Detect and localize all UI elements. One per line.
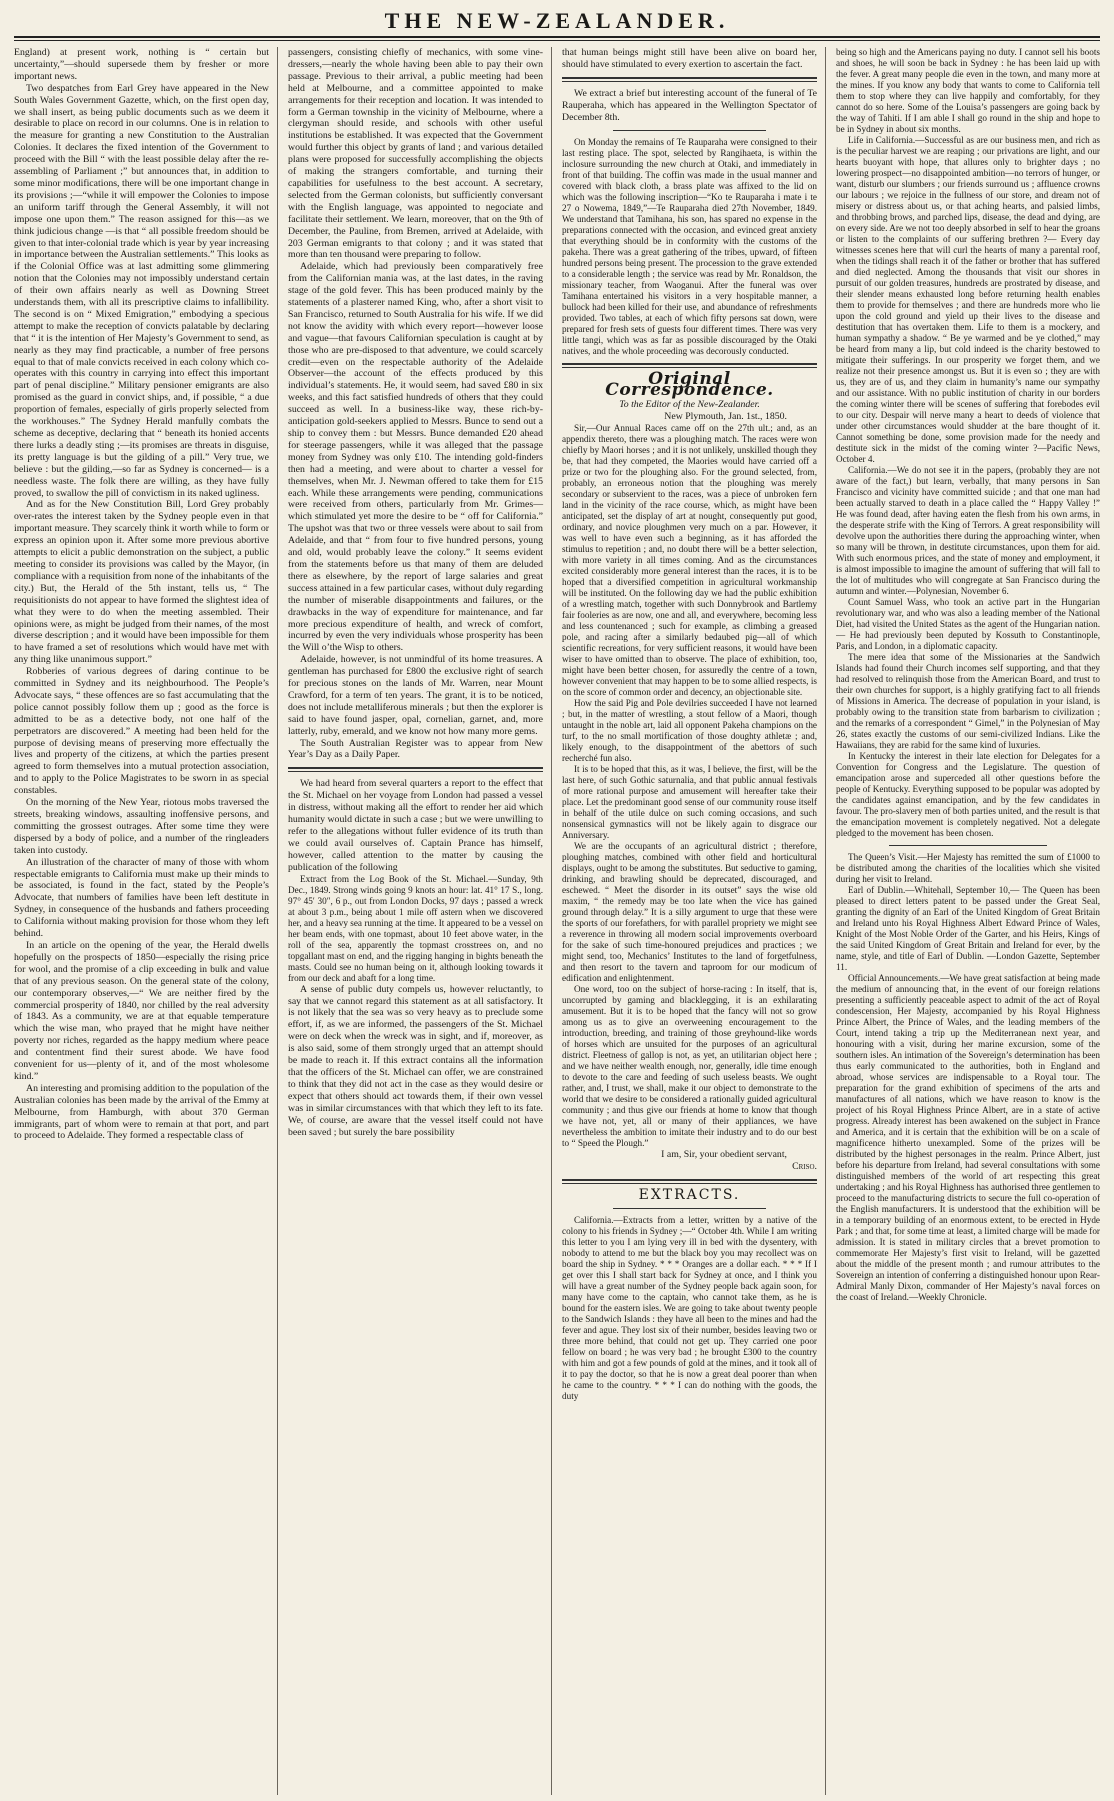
log-extract: Extract from the Log Book of the St. Michael.—Sunday, 9th Dec., 1849. Strong winds going 9 knots an hour: lat. 41° 17 S., long. 97° 45′ 30″, 6 p., out from London Docks, 97 days ; passed a wreck at about 3 p.m., being about 1 mile off astern when we discovered her, and a heavy sea running at the time. It appeared to be a vessel on her beam ends, with one topmast, about 10 feet above water, in the roll of the sea, apparently the topmast crosstrees on, and no topgallant mast on end, and the rigging hanging in bights beneath the masts. Could see no human being on it, although looking towards it from our deck and abaft for a long time. — [288, 873, 543, 983]
col2-para: A sense of public duty compels us, however reluctantly, to say that we cannot regard this statement as at all satisfactory. It is not likely that the sea was so very heavy as to preclude some effort, if, as we are informed, the passengers of the St. Michael were on deck when the wreck was in sight, and if, moreover, as is also said, some of them strongly urged that an attempt should be made to reach it. If this extract contains all the information that the officers of the St. Michael can offer, we are constrained to think that they did not act in the case as they would desire or expect that others should act towards them, if their own vessel was in similar circumstances with that which they left to its fate. We, of course, are aware that the vessel itself could not have been saved ; but surely the bare possibility — [288, 983, 543, 1138]
col1-para: England) at present work, nothing is “ certain but uncertainty,”—should supersede them by fresher or more important news. — [14, 47, 269, 82]
section-divider — [562, 77, 817, 82]
col4-para: The mere idea that some of the Missionaries at the Sandwich Islands had found their Church incomes self supporting, and that they had resolved to relinquish those from the American Board, and trust to their own churches for support, is a highly gratifying fact to all friends of Missions in America. The decrease of population in your island, is probably owing to the transition state from barbarism to civilization ; and the remarks of a correspondent “ Gimel,” in the Polynesian of May 26, states exactly the customs of our semi-civilized Indians. Like the Hawaiians, they are rabid for the same kind of luxuries. — [836, 652, 1100, 750]
column-1 — [14, 47, 278, 1795]
col1-para: An illustration of the character of many of those with whom respectable emigrants to California must make up their minds to be associated, is found in the fact, stated by the People’s Advocate, that numbers of families have been left destitute in Sydney, in consequence of the husbands and fathers proceeding to California without making provision for those whom they left behind. — [14, 856, 269, 940]
columns — [14, 47, 1100, 1795]
section-divider — [562, 1179, 817, 1184]
letter-dateline: New Plymouth, Jan. 1st., 1850. — [664, 411, 787, 423]
col4-para: In Kentucky the interest in their late election for Delegates for a Convention for Congress and the Legislature. The question of emancipation arose and superceded all other questions before the people of Kentucky. Everything supposed to be popular was adopted by the candidates against emancipation, and by the few candidates in favour. The pro-slavery men of both parties united, and the result is that the emancipation movement is completely negatived. Not a delegate pledged to the movement has been chosen. — [836, 751, 1100, 838]
col4-para: being so high and the Americans paying no duty. I cannot sell his boots and shoes, he will soon be back in Sydney : he has been laid up with the fever. A great many people die even in the town, and many more at the mines. If you know any body that wants to come to California tell them to stop where they can live happily and comfortably, for they cannot do so here. Some of the Louisa’s passengers are going back by the way of Tahiti. If I am able I shall go round in the ship and hope to be in Sydney in about six months. — [836, 47, 1100, 134]
section-divider — [288, 767, 543, 772]
section-divider — [562, 363, 817, 368]
letter-para: We are the occupants of an agricultural district ; therefore, ploughing matches, combined with other field and horticultural displays, ought to be among the substitutes. But seductive to gaming, drinking, and brawling should be deprecated, discouraged, and eschewed. “ Meet the disorder in its outset” says the wise old maxim, “ the remedy may be too late when the vice has gained ground through delay.” It is a silly argument to urge that these were the sports of our forefathers, for with parallel propriety we might see a reverence in throwing all modern social improvements overboard for the sake of such time-honoured prejudices and practices ; we might send, too, Mechanics’ Institutes to the land of forgetfulness, and then resort to the tavern and taproom for our modicum of edification and enlightenment. — [562, 841, 817, 984]
col2-para: We had heard from several quarters a report to the effect that the St. Michael on her voyage from London had passed a vessel in distress, without making all the effort to render her aid which humanity would dictate in such a case ; but we were unwilling to refer to the allegations without fuller evidence of its truth than we could avail ourselves of. Captain Prance has himself, however, called attention to the matter by causing the publication of the following — [288, 778, 543, 873]
col3-lead: that human beings might still have been alive on board her, should have stimulated to every exertion to ascertain the fact. — [562, 47, 817, 70]
short-rule — [889, 845, 1047, 846]
col1-para: Robberies of various degrees of daring continue to be committed in Sydney and its neighbourhood. The People’s Advocate says, “ these offences are so fast accumulating that the police cannot possibly follow them up ; good as the force is admitted to be as a detective body, not one half of the perpetrators are discovered.” A meeting had been held for the purpose of devising means of preserving more effectually the lives and property of the citizens, at which the parties present agreed to form themselves into a mutual protection association, and to apply to the Police Magistrates to be sworn in as special constables. — [14, 666, 269, 797]
col1-para: Two despatches from Earl Grey have appeared in the New South Wales Government Gazette, which, on the first open day, we shall insert, as being public documents such as we deem it desirable to place on record in our columns. One is in relation to the measure for granting a new Constitution to the Australian Colonies. It declares the fixed intention of the Government to proceed with the Bill “ with the least possible delay after the re-assembling of Parliament ;” but announces that, in addition to some minor modifications, there will be one important change in its provisions ;—“while it will empower the Colonies to impose an uniform tariff through the General Assembly, it will not impose one upon them.” The reason assigned for this—as we think judicious change —is that “ all possible freedom should be given to that inter-colonial trade which is year by year increasing in importance between the Australian settlements.” This looks as if the Colonial Office was at last admitting some glimmering notion that the Colonies may not impossibly understand certain of their own affairs nearly as well as Downing Street understands them, with all its prescriptive claims to infallibility. The second is on “ Mixed Emigration,” embodying a specious attempt to make the reception of convicts palatable by declaring that “ it is the intention of Her Majesty’s Government to send, as nearly as they may find practicable, a number of free persons equal to that of male convicts received in each colony which co-operates with this country in carrying into effect this important part of penal discipline.” Military pensioner emigrants are also promised as the guard in convict ships, and, if possible, “ a due proportion of females, especially of girls properly selected from the workhouses.” The Sydney Herald manfully combats the scheme as deceptive, declaring that “ beneath its honied accents there lurks a deadly sting ;—its promises are threats in disguise, its pretty language is but the gilding of a pill.” Very true, we believe : but the gilding,—so far as Sydney is concerned— is a needless waste. The folk there are willing, as they have fully proved, to swallow the pill of convictism in its naked ugliness. — [14, 82, 269, 499]
short-rule — [613, 1208, 766, 1209]
masthead-title: THE NEW-ZEALANDER. — [384, 8, 730, 33]
col4-para: The Queen’s Visit.—Her Majesty has remitted the sum of £1000 to be distributed among the charities of the localities which she visited during her visit to Ireland. — [836, 852, 1100, 884]
col4-para: Official Announcements.—We have great satisfaction at being made the medium of announcing that, in the event of our foreign relations presenting a sufficiently peaceable aspect to admit of the act of Royal condescension, Her Majesty, accompanied by his Royal Highness Prince Albert, the Prince of Wales, and the leading members of the Court, intend taking a trip up the Mediterranean next year, and honouring with a visit, during her marine excursion, some of the southern isles. An intimation of the Sovereign’s determination has been thus early communicated to the authorities, both in England and abroad, whose services are indispensable to a Royal tour. The preparation for the grand exhibition of specimens of the arts and manufactures of all nations, which we have reason to know is the project of his Royal Highness Prince Albert, are in a state of active progress. Already interest has been awakened on the subject in France and America, and it is certain that the exhibition will be on a scale of magnificence hitherto unexampled. Some of the prizes will be distributed by the highest personages in the realm. Prince Albert, just before his departure from Ireland, had several consultations with some distinguished members of the world of art respecting this great undertaking ; and his Royal Highness has authorised three gentlemen to proceed to the manufacturing districts to secure the full co-operation of the English manufacturers. It is understood that the exhibition will be in a temporary building of an enormous extent, to be erected in Hyde Park ; and that, for some time at least, a limited charge will be made for admission. It is stated in military circles that a brevet promotion to commemorate Her Majesty’s first visit to Ireland, will be gazetted about the middle of the present month ; and rumour attributes to the Sovereign an intention of conferring a distinguished honour upon Rear-Admiral Manly Dixon, commander of Her Majesty’s naval forces on the coast of Ireland.—Weekly Chronicle. — [836, 973, 1100, 1302]
col4-para: Earl of Dublin.—Whitehall, September 10,— The Queen has been pleased to direct letters patent to be passed under the Great Seal, granting the dignity of an Earl of the United Kingdom of Great Britain and Ireland unto his Royal Highness Albert Edward Prince of Wales, Knight of the Most Noble Order of the Garter, and his Heirs, Kings of the said United Kingdom of Great Britain and Ireland for ever, by the name, style, and title of Earl of Dublin. —London Gazette, September 11. — [836, 885, 1100, 972]
col2-para: The South Australian Register was to appear from New Year’s Day as a Daily Paper. — [288, 737, 543, 761]
column-4 — [836, 47, 1100, 1795]
col1-para: An interesting and promising addition to the population of the Australian colonies has been made by the arrival of the Emmy at Melbourne, from Hamburgh, with about 370 German immigrants, part of whom were to remain at that port, and part to proceed to Adelaide. They formed a respectable class of — [14, 1082, 269, 1142]
col2-para: Adelaide, which had previously been comparatively free from the Californian mania was, at the last dates, in the raving stage of the gold fever. This has been produced mainly by the statements of a plasterer named King, who, after a short visit to San Francisco, returned to South Australia for his wife. If we did not know the avidity with which every report—however loose and vague—that favours Californian speculation is caught at by those who are pre-disposed to that adventure, we could scarcely credit—even on the respectable authority of the Adelaide Observer—the account of the effects produced by this individual’s statements. He, it would seem, had saved £80 in six weeks, and this fact satisfied hundreds of others that they could succeed as well. In a business-like way, these rich-by-anticipation gold-seekers applied to Messrs. Bunce to send out a ship to convey them : but Messrs. Bunce demanded £20 ahead for steerage passengers, while it was alleged that the passage money from Sydney was only £10. The intending gold-finders then had a meeting, and were about to charter a vessel for themselves, when Mr. J. Newman offered to take them for £15 each. While these arrangements were pending, communications were received from others, particularly from Mr. Grimes—which stimulated yet more the desire to be “ off for California.” The upshot was that two or three vessels were about to sail from Adelaide, and that “ from four to five hundred persons, young and old, would probably leave the colony.” It seems evident from the statements before us that many of them are deluded there as elsewhere, by the report of large salaries and great success attained in a few particular cases, without duly regarding the number of miserable disappointments and failures, or the drawbacks in the way of expenditure for maintenance, and far more precious expenditure of health, and wreck of comfort, incurred by even the very individuals whose prosperity has been the Will o’the Wisp to others. — [288, 261, 543, 654]
masthead-rule — [14, 36, 1100, 41]
extracts-heading: EXTRACTS. — [638, 1186, 741, 1203]
col4-para: Life in California.—Successful as are our business men, and rich as is the peculiar harvest we are reaping ; our privations are light, and our hearts buoyant with hope, that allures only to brighter days ; no lowering prospect—no disappointed ambition—no terrors of hunger, or want, disturb our slumbers ; our friends surround us ; affluence crowns our labours ; we rejoice in the fullness of our store, and dream not of misery or distress about us, or that aching hearts, and palsied limbs, and throbbing brows, and parched lips, disease, the dead and dying, are on every side. Are we not too deeply absorbed in self to hear the groans or listen to the complaints of our suffering brethren ?— Every day witnesses scenes here that will curl the hearts of many a parental roof, when the tidings shall reach it of the father or brother that has suffered and died neglected. Among the thousands that visit our shores in pursuit of our golden treasures, hundreds are prostrated by disease, and their slender means exhausted long before returning health enables them to provide for themselves ; and there are hundreds more who lie upon the cold ground and yield up their lives to the disease and destitution that has overtaken them. Life to them is a mockery, and human sympathy a shadow. “ Be ye warmed and be ye clothed,” may be heard from many a lip, but cold indeed is the charity bestowed to mitigate their sufferings. In our prosperity we forget them, and we realize not their presence amongst us. But it is even so ; they are with us, they are of us, and they claim in humanity’s name our sympathy and our assistance. With no public institution of charity in our borders the coming winter there will be scenes of suffering that forebodes evil to our city. Despair will nerve many a heart to deeds of violence that under other circumstances would shudder at the bare thought of it. Cannot something be done, some provision made for the needy and destitute sick in the midst of the coming winter ?—Pacific News, October 4. — [836, 135, 1100, 464]
extract-para: California.—Extracts from a letter, written by a native of the colony to his friends in Sydney ;—“ October 4th. While I am writing this letter to you I am lying very ill in bed with the dysentery, with nobody to attend to me but the black boy you may recollect was on board the ship in Sydney. * * * Oranges are a dollar each. * * * If I get over this I shall start back for Sydney at once, and I think you will have a great number of the Sydney people back again soon, for many have come to the captain, who cannot take them, as he is bound for the eastern isles. We are going to take about twenty people to the Sandwich Islands : they have all been to the mines and had the fever and ague. They lost six of their number, besides leaving two or three more behind, that could not get up. They carried one poor fellow on board ; he was very bad ; he brought £300 to the country with him and got a few pounds of gold at the mines, and it took all of it to pay the doctor, so that he is now a great deal poorer than when he came to the country. * * * I can do nothing with the goods, the duty — [562, 1214, 817, 1401]
letter-para: How the said Pig and Pole devilries succeeded I have not learned ; but, in the matter of wrestling, a stout fellow of a Maori, though untaught in the noble art, laid all opponent Pakeha champions on the turf, to the no small mortification of those doughty athletæ ; and, likely enough, to the disappointment of the abettors of such recherché fun also. — [562, 698, 817, 764]
short-rule — [613, 130, 766, 131]
column-2 — [288, 47, 552, 1795]
letter-signature: Criso. — [792, 1161, 817, 1173]
letter-para: It is to be hoped that this, as it was, I believe, the first, will be the last here, of such Gothic saturnalia, and that public annual festivals of more rational purpose and amusement will hereafter take their place. Let the predominant good sense of our community rouse itself in behalf of the utile dulce on such coming occasions, and such nonsensical gymnastics will not be likely again to disgrace our Anniversary. — [562, 764, 817, 841]
letter-para: One word, too on the subject of horse-racing : In itself, that is, uncorrupted by gaming and blacklegging, it is an exhilarating amusement. But it is to be hoped that the fancy will not so grow among us as to give an overweening encouragement to the introduction, breeding, and training of those greyhound-like words of horses which are unsuited for the purposes of an agricultural district. Fleetness of gallop is not, as yet, an utilitarian object here ; and we have neither wealth enough, nor, generally, idle time enough to devote to the care and feeding of such useless beasts. We ought rather, and, I trust, we shall, make it our object to demonstrate to the world that we desire to be considered a rationally guided agricultural community ; and thus give our friends at home to know that though we have not, yet, all or many of their appliances, we have nevertheless the ambition to imitate their industry and to do our best to “ Speed the Plough.” — [562, 984, 817, 1149]
funeral-intro: We extract a brief but interesting account of the funeral of Te Rauperaha, which has appeared in the Wellington Spectator of December 8th. — [562, 87, 817, 123]
col4-para: California.—We do not see it in the papers, (probably they are not aware of the fact,) but learn, verbally, that many persons in San Francisco and vicinity have committed suicide ; and that one man had been actually starved to death in a place called the “ Happy Valley !” He was found dead, after having eaten the flesh from his own arms, in the desperate strife with the King of Terrors. A great responsibility will devolve upon the authorities there during the approaching winter, when so many will be thrown, in destitute circumstances, upon them for aid. With such enormous prices, and the state of money and employment, it is almost impossible to imagine the amount of suffering that will fall to the lot of multitudes who will congregate at San Francisco during the autumn and winter.—Polynesian, November 6. — [836, 465, 1100, 596]
column-3 — [562, 47, 826, 1795]
to-editor-line: To the Editor of the New-Zealander. — [619, 399, 760, 411]
original-correspondence-heading: Original Correspondence. — [605, 368, 774, 401]
col2-para: Adelaide, however, is not unmindful of its home treasures. A gentleman has purchased for £800 the exclusive right of search for precious stones on the lands of Mr. Warren, near Mount Crawford, for a term of ten years. The grant, it is to be noticed, does not include metalliferous minerals ; but then the explorer is said to have found jasper, opal, cornelian, garnet, and, more latterly, ruby, emerald, and we know not how many more gems. — [288, 654, 543, 737]
col2-para: passengers, consisting chiefly of mechanics, with some vine-dressers,—nearly the whole having been able to pay their own passage. Previous to their arrival, a public meeting had been held at Melbourne, and a committee appointed to make arrangements for their reception and location. It was intended to form a German township in the vicinity of Melbourne, where a clergyman should reside, and schools with other useful institutions be established. It was expected that the Government would further this object by grants of land ; and various detailed plans were proposed for successfully accomplishing the objects of making the strangers comfortable, and turning their capabilities for usefulness to the best account. A secretary, selected from the German colonists, but sufficiently conversant with the English language, was appointed to negociate and facilitate their settlement. We learn, moreover, that on the 9th of December, the Pauline, from Bremen, arrived at Adelaide, with 203 German emigrants to that colony ; and it was stated that more than ten thousand were preparing to follow. — [288, 47, 543, 261]
col1-para: In an article on the opening of the year, the Herald dwells hopefully on the prospects of 1850—especially the rising price for wool, and the promise of a clip exceeding in bulk and value that of any previous season. On the general state of the colony, our contemporary observes,—“ We are neither fired by the commercial prosperity of 1840, nor chilled by the real adversity of 1843. As a community, we are at that equable temperature which the wise man, who prayed that he might have neither poverty nor riches, regarded as the happy medium where peace and contentment find their surest abode. We have food convenient for us—plenty of it, and of the most wholesome kind.” — [14, 939, 269, 1082]
col1-para: And as for the New Constitution Bill, Lord Grey probably over-rates the interest taken by the Sydney people even in that important measure. They scarcely think it worth while to form or express an opinion upon it. After some more previous abortive attempts to elicit a public demonstration on the subject, a public meeting to consider its provisions was called by the Mayor, (in compliance with a requisition from none of the inhabitants of the city.) But, the Herald of the 5th instant, tells us, “ The requisitionists do not appear to have formed the slightest idea of what they were to do when the meeting assembled. Their opinions were, as might be judged from their names, of the most diverse description ; and it would have been impossible for them to have framed a set of resolutions which would have met with any thing like unanimous support.” — [14, 499, 269, 666]
col4-para: Count Samuel Wass, who took an active part in the Hungarian revolutionary war, and who was also a leading member of the National Diet, had visited the United States as the agent of the Hungarian nation.— He had previously been deputed by Kossuth to Constantinople, Paris, and London, in a diplomatic capacity. — [836, 597, 1100, 651]
funeral-body: On Monday the remains of Te Rauparaha were consigned to their last resting place. The spot, selected by Rangihaeta, is within the inclosure surrounding the new church at Otaki, and immediately in front of that building. The coffin was made in the usual manner and covered with black cloth, a brass plate was affixed to the lid on which was the following inscription—“Ko te Rauparaha i mate i te 27 o Nowema, 1849,”—Te Rauparaha died 27th November, 1849. We understand that Tamihana, his son, has spared no expense in the preparations connected with the occasion, and evinced great anxiety that everything should be in conformity with the customs of the pakeha. There was a great gathering of the tribes, upward, of fifteen hundred persons being present. The procession to the grave extended to a considerable length ; the service was read by Mr. Ronaldson, the missionary teacher, from Waoganui. After the funeral was over Tamihana entertained his visitors in a very hospitable manner, a bullock had been killed for their use, and abundance of refreshments provided. Two tables, at each of which fifty persons sat down, were prepared for fresh sets of guests four different times. There was very little tangi, which was as far as possible discouraged by the Otaki natives, and the whole proceeding was decorously conducted. — [562, 136, 817, 356]
letter-closing: I am, Sir, your obedient servant, — [661, 1149, 787, 1161]
col1-para: On the morning of the New Year, riotous mobs traversed the streets, breaking windows, assaulting inoffensive persons, and committing the grossest outrages. After some time they were dispersed by a body of police, and a number of the ringleaders taken into custody. — [14, 797, 269, 856]
letter-para: Sir,—Our Annual Races came off on the 27th ult.; and, as an appendix thereto, there was a ploughing match. The races were won chiefly by Maori horses ; and it is not unlikely, unskilled though they be, that had they competed, the Maories would have carried off a prize or two for the ploughing also. For the ground selected, from, probably, an erroneous notion that the ploughing was merely secondary or subservient to the races, was a piece of unbroken fern land in the vicinity of the race course, which, as might have been anticipated, set the display of art at nought, consequently put good, ordinary, and novice ploughmen very much on a par. However, it was well to have even such a beginning, as it has afforded the stimulus to repetition ; and, no doubt there will be a better selection, with more variety in all times coming. And as the circumstances excited considerably more general interest than the races, it is to be hoped that a diversified competition in agricultural workmanship will be instituted. On the following day we had the public exhibition of a wrestling match, together with such Donnybrook and Bartlemy fair fooleries as are now, one and all, and everywhere, becoming less and less countenanced ; such for example, as climbing a greased pole, and racing after a similarly bedaubed pig—all of which scientific recreations, for very sufficient reasons, it would have been wiser to have omitted than to observe. The place of exhibition, too, might have been better chosen, for assuredly the centre of a town, however convenient that may happen to be to some allied respects, is on the score of common order and decency, an objectionable site. — [562, 423, 817, 698]
